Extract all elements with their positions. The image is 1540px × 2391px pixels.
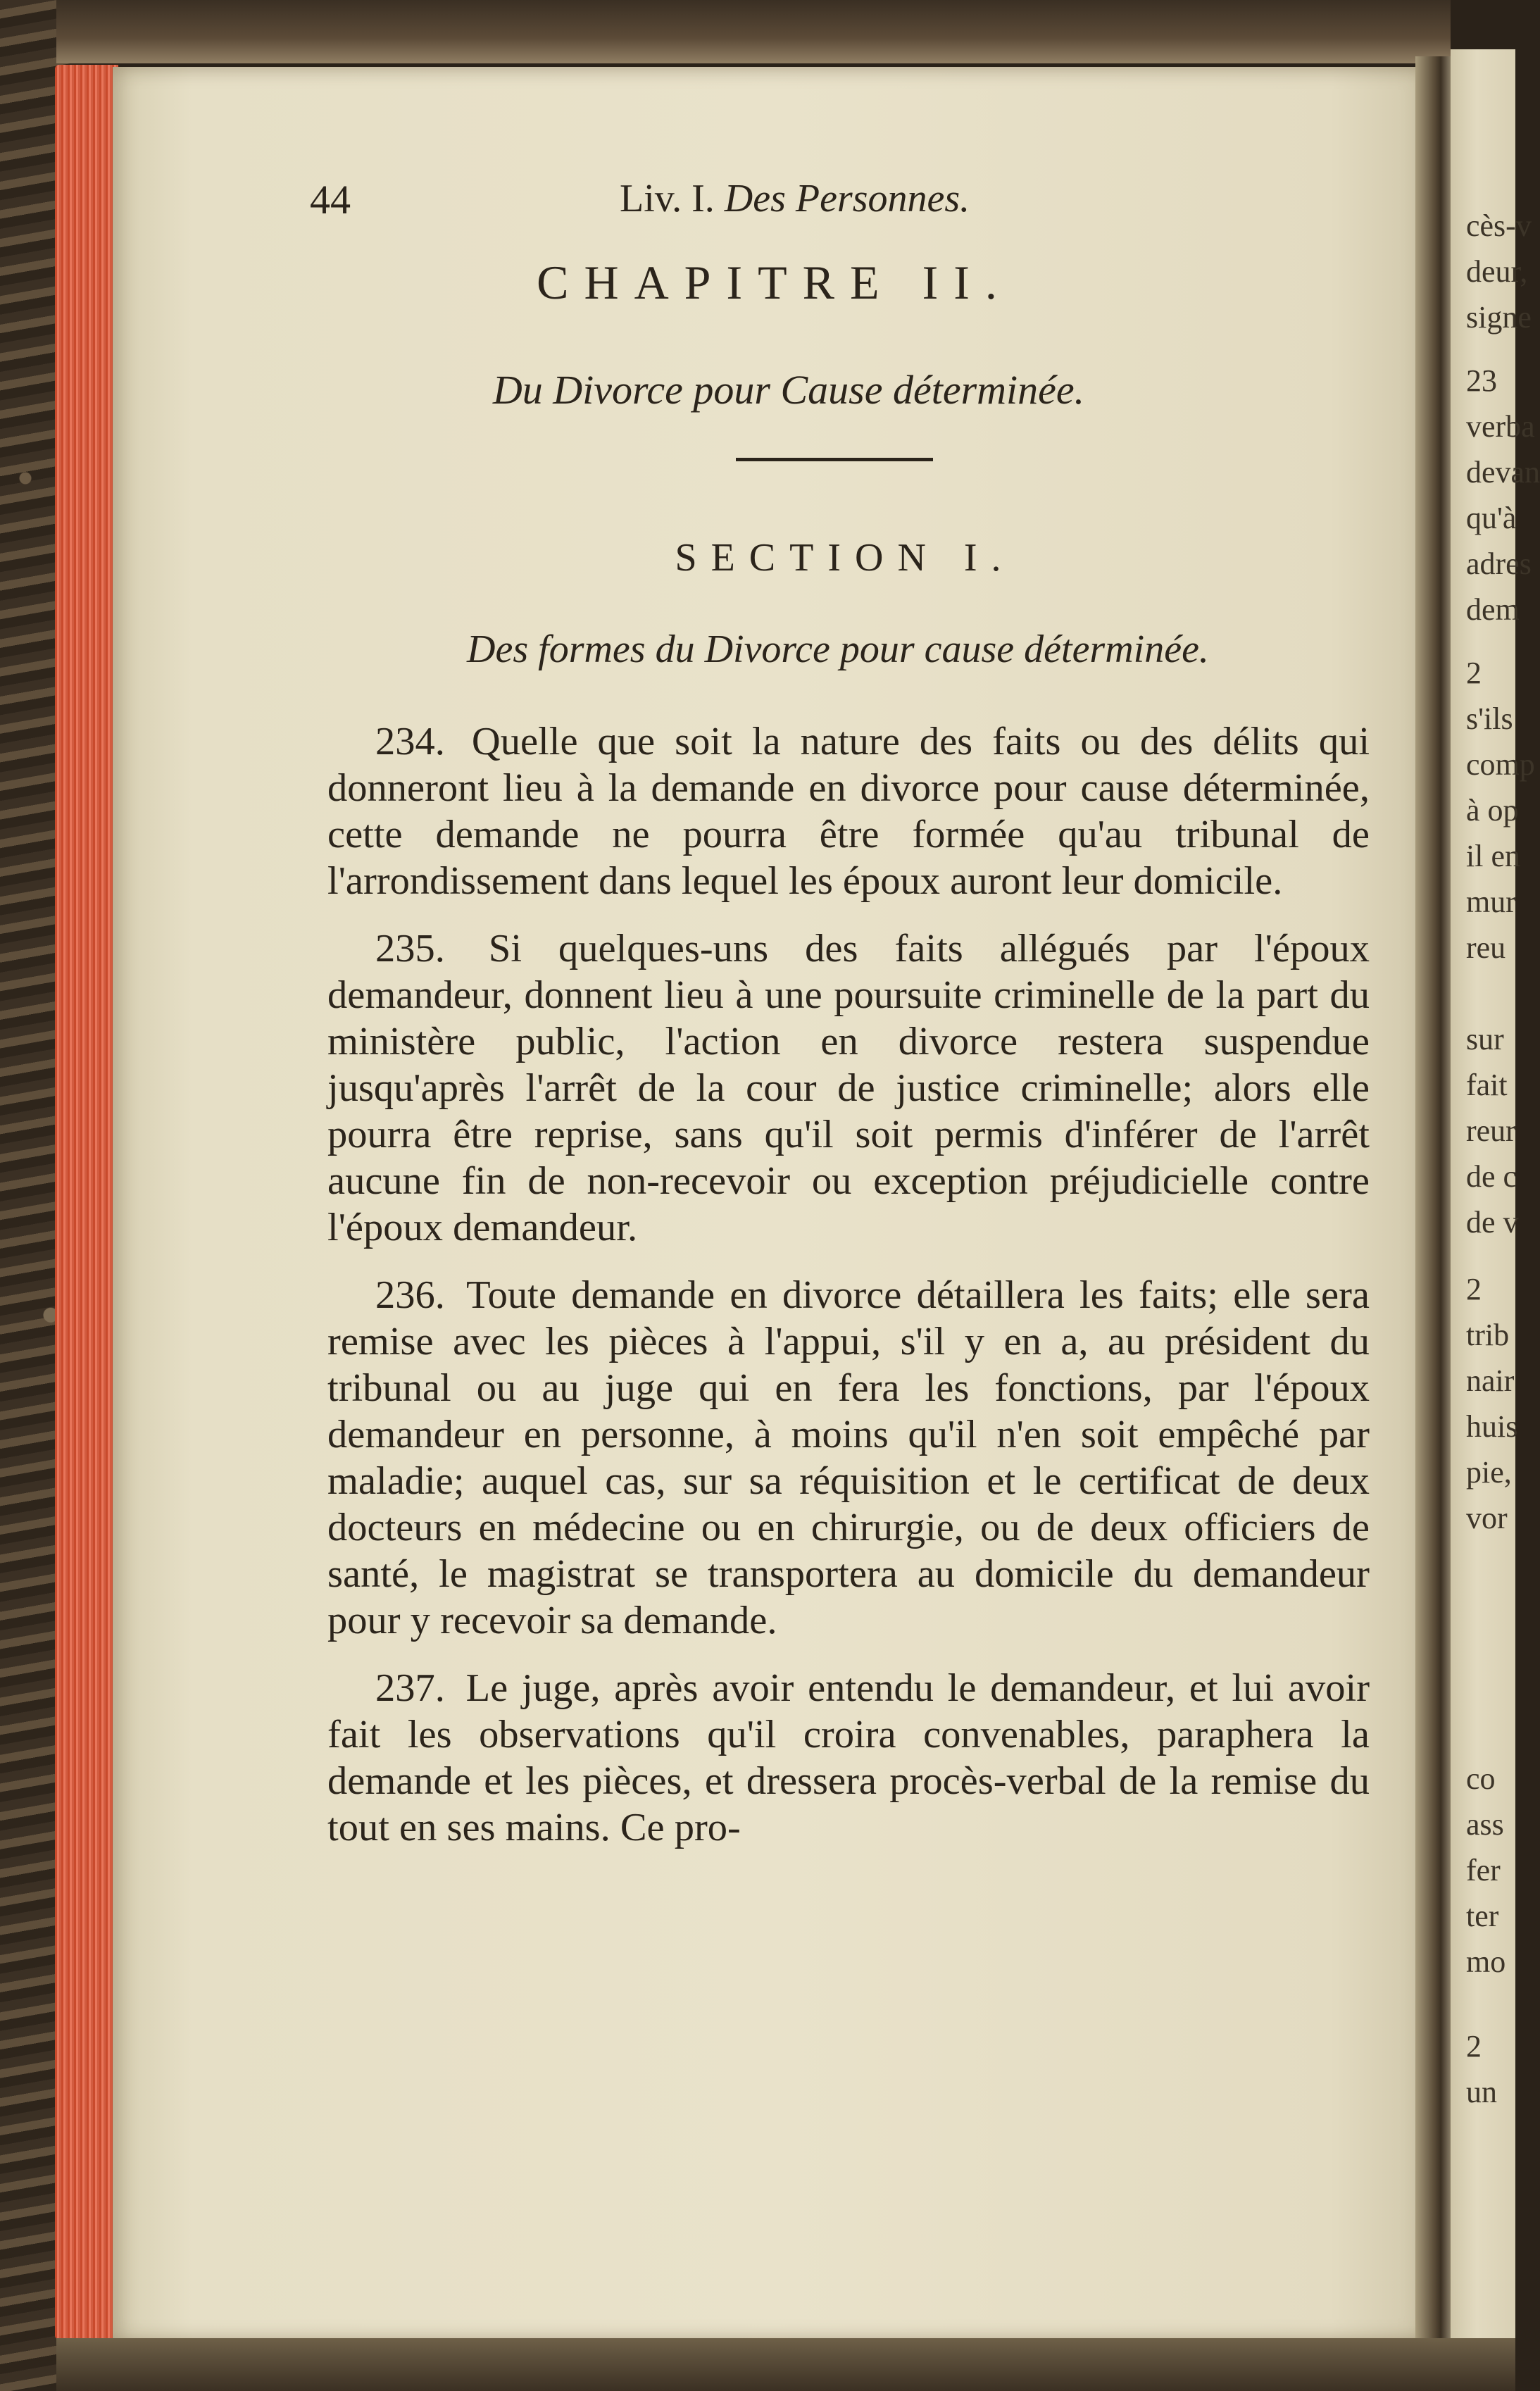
- facing-page-fragment: trib: [1466, 1318, 1510, 1352]
- facing-page-fragment: ter: [1466, 1899, 1499, 1933]
- article-237: [327, 1665, 1370, 1851]
- section-title: SECTION I.: [675, 536, 1015, 580]
- section-subtitle: Des formes du Divorce pour cause déterminée.: [467, 628, 1209, 671]
- facing-page-fragment: mo: [1466, 1944, 1506, 1979]
- facing-page-fragment: adres: [1466, 547, 1532, 581]
- book-cover-top: [56, 0, 1451, 63]
- facing-page-fragment: devan: [1466, 455, 1540, 489]
- facing-page-fragment: 2: [1466, 656, 1482, 690]
- facing-page-fragment: pie,: [1466, 1455, 1512, 1490]
- facing-page-fragment: huis: [1466, 1409, 1518, 1444]
- page-edges: [55, 65, 118, 2340]
- page-number: 44: [310, 177, 351, 223]
- facing-page-fragment: s'ils: [1466, 701, 1513, 736]
- facing-page-fragment: comp: [1466, 747, 1535, 782]
- facing-page-fragment: ass: [1466, 1807, 1504, 1842]
- article-text: Si quelques-uns des faits allégués par l'époux demandeur, donnent lieu à une poursuite criminelle de la part du ministère public, l'action en divorce restera suspendue jusqu'après l'arrêt de la cour de justice criminelle; alors elle pourra être reprise, sans qu'il soit permis d'inférer de l'arrêt aucune fin de non-recevoir ou exception préjudicielle contre l'époux demandeur.: [327, 927, 1370, 1249]
- article-number: 237.: [375, 1666, 445, 1710]
- facing-page-fragment: un: [1466, 2075, 1497, 2109]
- facing-page-fragment: de c: [1466, 1159, 1517, 1194]
- article-text: Le juge, après avoir entendu le demandeur, et lui avoir fait les observations qu'il croira convenables, paraphera la demande et les pièces, et dressera procès-verbal de la remise du tout en ses mains. Ce pro-: [327, 1666, 1370, 1849]
- facing-page-fragment: vor: [1466, 1501, 1508, 1535]
- article-text: Quelle que soit la nature des faits ou des délits qui donneront lieu à la demande en divorce pour cause déterminée, cette demande ne pourra être formée qu'au tribunal de l'arrondissement dans lequel les époux auront leur domicile.: [327, 720, 1370, 903]
- facing-page-fragment: à op: [1466, 793, 1519, 828]
- article-number: 236.: [375, 1273, 445, 1317]
- facing-page-fragment: 2: [1466, 2029, 1482, 2064]
- facing-page-fragment: deur,: [1466, 254, 1528, 289]
- article-number: 234.: [375, 720, 445, 763]
- running-head: [620, 176, 970, 221]
- article-236: [327, 1272, 1370, 1644]
- facing-page-fragment: mur: [1466, 885, 1516, 919]
- facing-page-fragment: reur: [1466, 1113, 1516, 1148]
- running-head-book: Liv. I.: [620, 177, 715, 220]
- facing-page-fragment: il en: [1466, 839, 1520, 873]
- article-list: [327, 718, 1370, 1872]
- chapter-title: CHAPITRE II.: [537, 256, 1013, 309]
- chapter-divider: [736, 458, 933, 461]
- article-text: Toute demande en divorce détaillera les faits; elle sera remise avec les pièces à l'appui, s'il y en a, au président du tribunal ou au juge qui en fera les fonctions, par l'époux demandeur en personne, à moins qu'il n'en soit empêché par maladie; auquel cas, sur sa réquisition et le certificat de deux docteurs en médecine ou en chirurgie, ou de deux officiers de santé, le magistrat se transportera au domicile du demandeur pour y recevoir sa demande.: [327, 1273, 1370, 1642]
- facing-page-fragment: signe: [1466, 300, 1532, 335]
- facing-page-fragment: reu: [1466, 930, 1506, 965]
- facing-page-fragment: qu'à: [1466, 501, 1517, 535]
- running-head-title: Des Personnes.: [724, 177, 970, 220]
- facing-page-fragment: nair: [1466, 1363, 1515, 1398]
- facing-page-fragment: fer: [1466, 1853, 1501, 1887]
- book-cover-bottom: [56, 2338, 1515, 2391]
- facing-page-fragment: verba: [1466, 409, 1535, 444]
- facing-page-fragment: 23: [1466, 363, 1497, 398]
- facing-page-fragment: sur: [1466, 1022, 1504, 1056]
- article-234: [327, 718, 1370, 904]
- facing-page-fragment: cès-v: [1466, 208, 1532, 243]
- article-number: 235.: [375, 927, 445, 970]
- facing-page: [1451, 49, 1540, 2373]
- facing-page-fragment: dem: [1466, 592, 1520, 627]
- chapter-subtitle: Du Divorce pour Cause déterminée.: [492, 367, 1085, 413]
- facing-page-fragment: 2: [1466, 1272, 1482, 1306]
- facing-page-fragment: fait: [1466, 1068, 1508, 1102]
- facing-page-fragment: co: [1466, 1761, 1496, 1796]
- facing-page-fragment: de v: [1466, 1205, 1519, 1240]
- article-235: [327, 925, 1370, 1251]
